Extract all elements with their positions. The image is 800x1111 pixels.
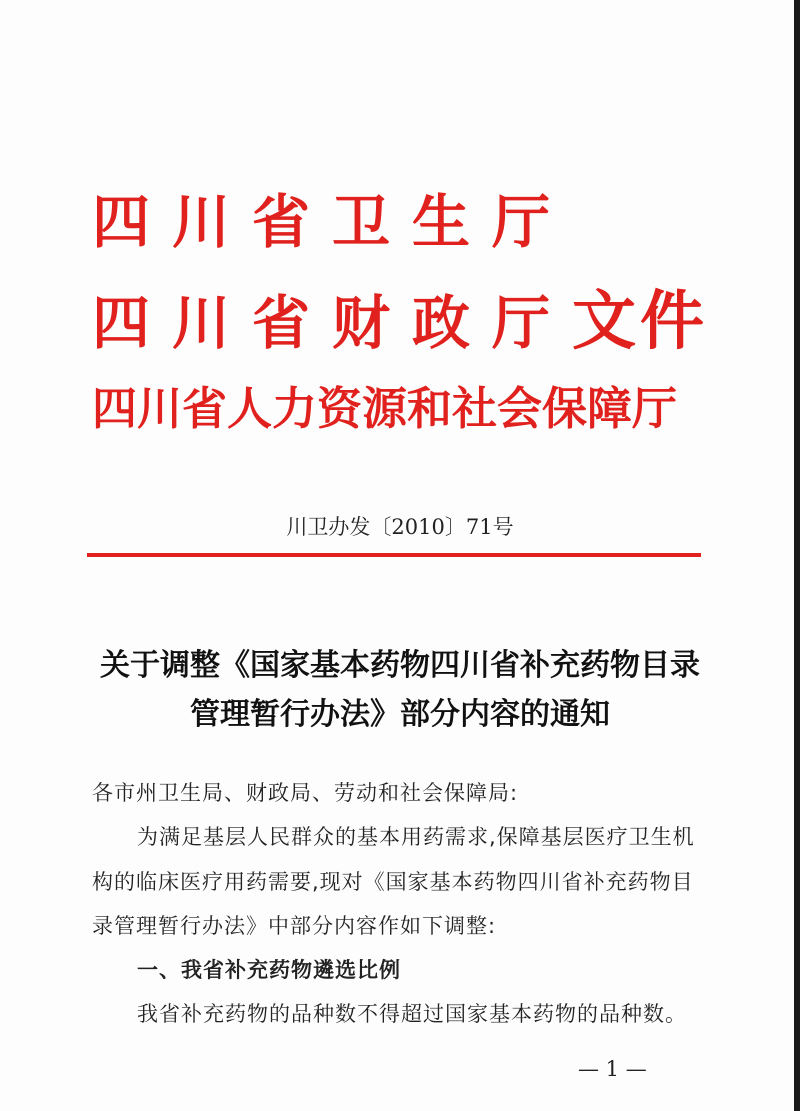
document-label: 文件 [572,284,709,359]
agency-name-hr: 四川省人力资源和社会保障厅 [92,382,678,435]
red-divider [87,553,701,557]
paragraph-2: 我省补充药物的品种数不得超过国家基本药物的品种数。 [137,1002,687,1026]
paragraph-1-line-2: 构的临床医疗用药需要,现对《国家基本药物四川省补充药物目 [92,870,694,894]
document-title-line-1: 关于调整《国家基本药物四川省补充药物目录 [100,648,700,683]
page-number: — 1 — [578,1057,647,1081]
paragraph-1-line-1: 为满足基层人民群众的基本用药需求,保障基层医疗卫生机 [137,825,695,849]
document-title-line-2: 管理暂行办法》部分内容的通知 [190,697,610,732]
paragraph-1-line-3: 录管理暂行办法》中部分内容作如下调整: [92,914,497,938]
agency-name-health: 四川省卫生厅 [92,188,573,256]
salutation: 各市州卫生局、财政局、劳动和社会保障局: [92,781,519,805]
document-number: 川卫办发〔2010〕71号 [286,515,514,539]
section-heading: 一、我省补充药物遴选比例 [137,958,401,982]
agency-name-finance-text: 四川省财政厅 [92,289,573,357]
scan-edge [794,0,800,1111]
agency-name-finance [92,284,709,359]
